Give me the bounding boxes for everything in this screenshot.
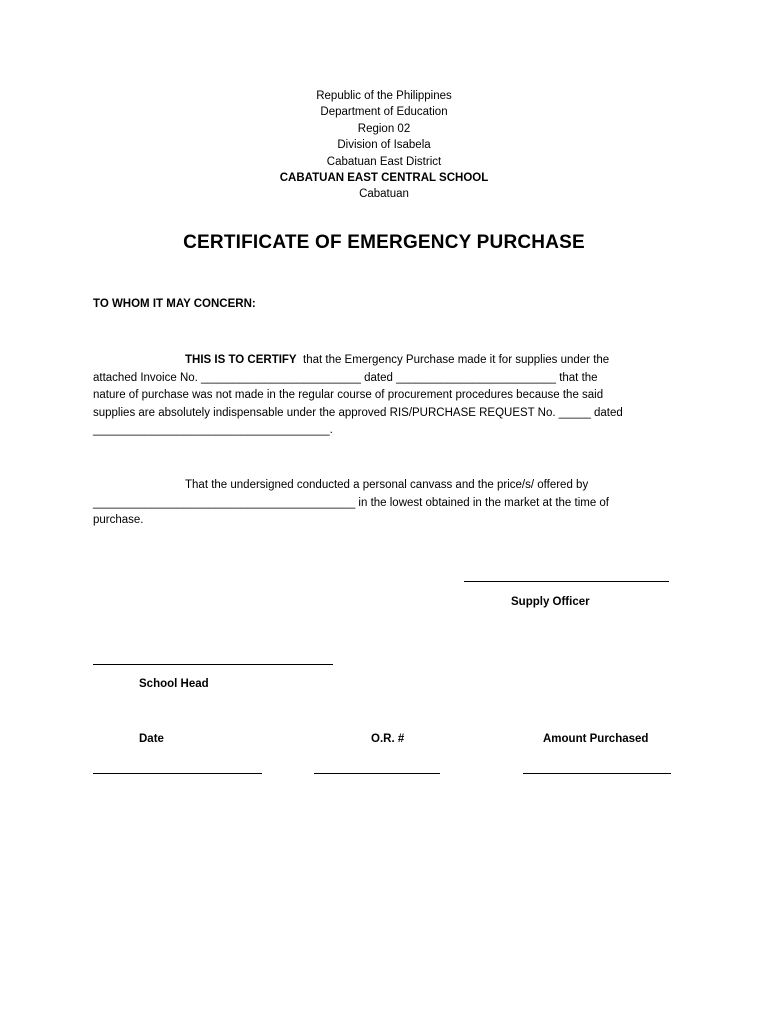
letterhead-municipality: Cabatuan: [359, 188, 409, 201]
or-number-blank-line: [314, 773, 440, 774]
school-head-signature-line: [93, 664, 333, 665]
canvass-line-1: [93, 477, 671, 495]
amount-purchased-blank-line: [523, 773, 671, 774]
letterhead-department: Department of Education: [320, 106, 448, 119]
amount-purchased-label: Amount Purchased: [543, 733, 649, 745]
date-label: Date: [139, 733, 164, 745]
certification-line-4: supplies are absolutely indispensable under the approved RIS/PURCHASE REQUEST No. _____ dated: [93, 406, 623, 419]
certification-line-1-text: that the Emergency Purchase made it for supplies under the: [296, 354, 610, 366]
document-title: CERTIFICATE OF EMERGENCY PURCHASE: [183, 232, 585, 253]
letterhead-republic: Republic of the Philippines: [316, 90, 452, 102]
canvass-line-3: purchase.: [93, 514, 144, 527]
school-head-label: School Head: [139, 678, 209, 690]
certification-paragraph: [93, 352, 671, 440]
canvass-paragraph: [93, 477, 671, 530]
salutation: TO WHOM IT MAY CONCERN:: [93, 298, 256, 310]
letterhead-district: Cabatuan East District: [326, 155, 442, 168]
or-number-label: O.R. #: [371, 733, 405, 745]
letterhead: [0, 88, 768, 203]
supply-officer-signature-line: [464, 581, 669, 582]
canvass-line-2: _________________________________________ in the lowest obtained in the market at the time of: [93, 496, 610, 509]
certification-line-2: attached Invoice No. _________________________ dated _________________________ that the: [93, 371, 598, 384]
canvass-line-1-text: That the undersigned conducted a personal canvass and the price/s/ offered by: [185, 479, 589, 491]
letterhead-school: CABATUAN EAST CENTRAL SCHOOL: [279, 172, 489, 185]
certification-line-5: _____________________________________.: [93, 424, 333, 437]
certify-phrase: THIS IS TO CERTIFY: [185, 354, 297, 366]
certification-line-1: [93, 352, 671, 370]
date-blank-line: [93, 773, 262, 774]
letterhead-region: Region 02: [357, 122, 411, 135]
letterhead-division: Division of Isabela: [337, 139, 431, 152]
supply-officer-label: Supply Officer: [511, 596, 590, 608]
certification-line-3: nature of purchase was not made in the regular course of procurement procedures because the said: [93, 389, 604, 402]
